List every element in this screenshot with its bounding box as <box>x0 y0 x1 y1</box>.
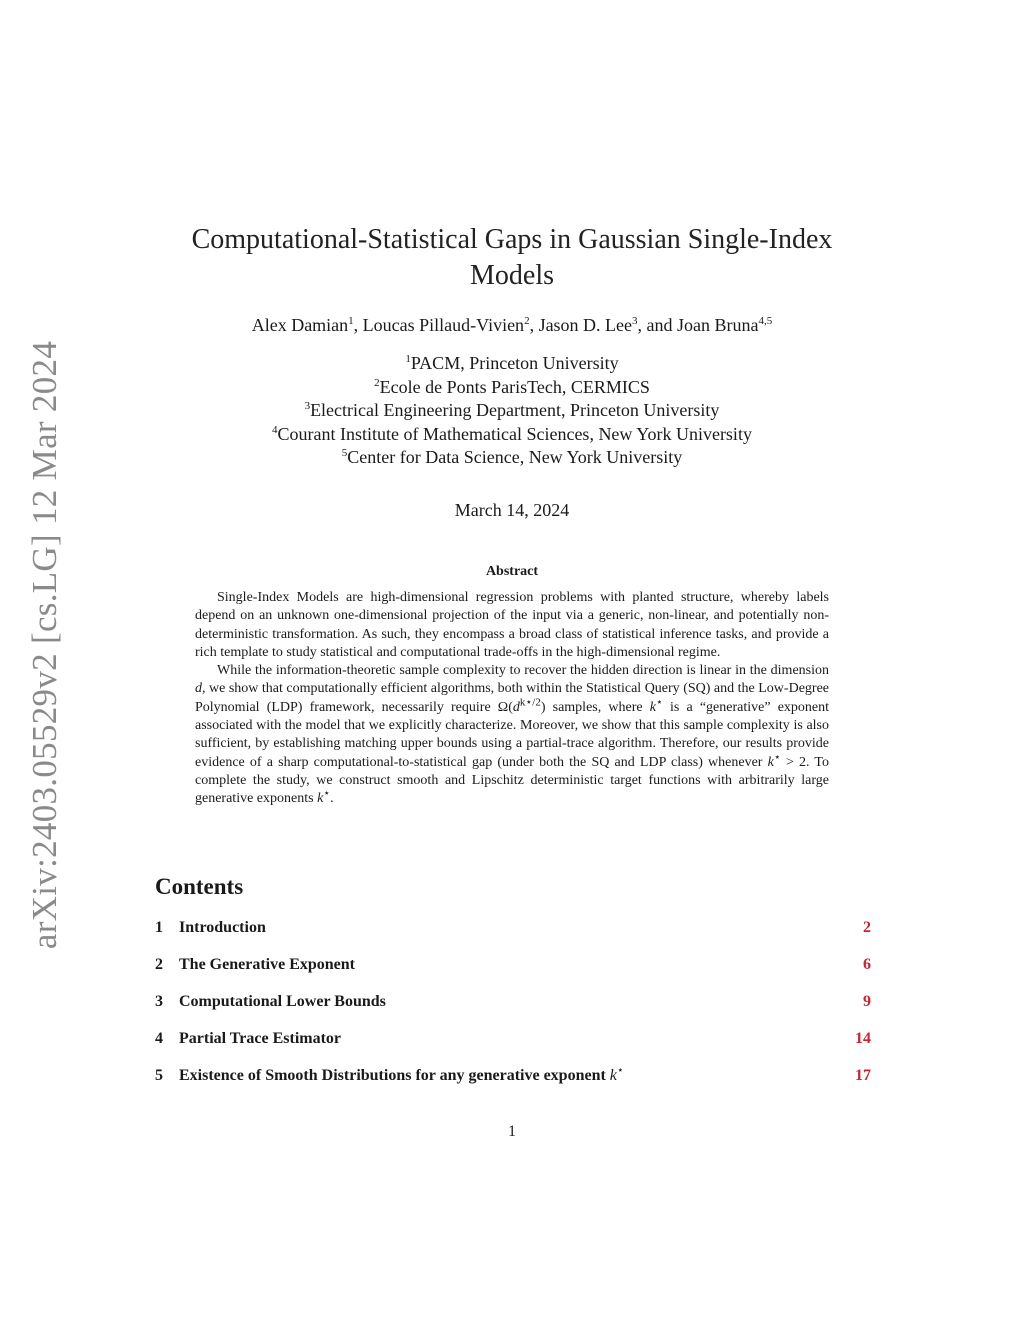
abstract-text: > 2. To complete the study, we construct smooth and Lipschitz deterministic target functions with arbitrarily large generative exponents <box>195 754 830 807</box>
toc-number: 5 <box>155 1067 163 1084</box>
author-list <box>0 313 1024 337</box>
math-star: ⋆ <box>773 751 781 764</box>
math-star: ⋆ <box>616 1064 624 1077</box>
abstract-text: . <box>330 791 334 807</box>
math-var: d <box>195 681 202 697</box>
abstract-text: ) samples, where <box>540 699 650 715</box>
affiliation-mark: 2 <box>374 376 380 389</box>
toc-page-link[interactable]: 14 <box>855 1030 871 1047</box>
toc-page-link[interactable]: 2 <box>863 919 871 936</box>
toc-page-link[interactable]: 17 <box>855 1067 871 1084</box>
toc-entry[interactable] <box>155 1027 871 1064</box>
author-affil-mark: 3 <box>632 315 638 327</box>
affiliation-list <box>0 352 1024 470</box>
affiliation-text: PACM, Princeton University <box>410 353 619 373</box>
toc-number: 4 <box>155 1030 163 1047</box>
toc-entry[interactable] <box>155 1064 871 1101</box>
math-var: k <box>609 1067 617 1084</box>
author-name: Alex Damian <box>251 315 349 335</box>
toc-entry[interactable] <box>155 990 871 1027</box>
abstract-text: While the information-theoretic sample complexity to recover the hidden direction is linear in the dimension <box>217 663 829 679</box>
affiliation <box>0 399 1024 423</box>
affiliation-mark: 1 <box>405 353 411 365</box>
publication-date: March 14, 2024 <box>454 500 570 520</box>
author-name: Loucas Pillaud-Vivien <box>362 315 525 335</box>
author-separator: , <box>353 315 363 335</box>
affiliation-text: Ecole de Ponts ParisTech, CERMICS <box>379 376 650 397</box>
affiliation-mark: 5 <box>341 447 348 459</box>
arxiv-identifier: arXiv:2403.05529v2 [cs.LG] 12 Mar 2024 <box>25 340 64 950</box>
math-var: k <box>649 699 656 715</box>
abstract-paragraph-1: Single-Index Models are high-dimensional regression problems with planted structure, whereby labels depend on an unknown one-dimensional projection of the input via a generic, non-linear, and potentially non-deterministic transformation. As such, they encompass a broad class of statistical inference tasks, and provide a rich template to study statistical and computational trade-offs in the high-dimensional regime. <box>195 590 829 660</box>
abstract-text: is a “generative” exponent associated with the model that we explicitly characterize. Moreover, we show that this sample complexity is also sufficient, by establishing matching upper bounds using a partial-trace algorithm. Therefore, our results provide evidence of a sharp computational-to-statistical gap (under both the SQ and LDP class) whenever <box>195 699 830 770</box>
contents-heading: Contents <box>155 874 244 899</box>
affiliation-mark: 4 <box>272 423 278 436</box>
toc-page-link[interactable]: 6 <box>863 956 871 973</box>
toc-title[interactable]: Partial Trace Estimator <box>179 1030 342 1047</box>
author-affil-mark: 2 <box>524 315 530 327</box>
affiliation-text: Electrical Engineering Department, Princeton University <box>310 400 720 420</box>
toc-number: 1 <box>155 919 163 936</box>
author-affil-mark: 1 <box>348 315 354 327</box>
author-separator: , <box>529 315 539 335</box>
title-line-1: Computational-Statistical Gaps in Gaussian Single-Index <box>191 224 833 255</box>
page-number: 1 <box>508 1123 516 1140</box>
table-of-contents <box>155 916 871 1101</box>
math-var: d <box>512 699 520 715</box>
toc-title[interactable]: Computational Lower Bounds <box>179 993 386 1010</box>
affiliation-text: Center for Data Science, New York University <box>347 447 683 467</box>
math-var: k <box>767 754 774 770</box>
toc-entry[interactable] <box>155 953 871 990</box>
toc-title[interactable]: Introduction <box>179 919 266 936</box>
abstract-paragraph-2 <box>195 662 829 808</box>
abstract-text: , we show that computationally efficient algorithms, both within the Statistical Query (SQ) and the Low-Degree Polynomial (LDP) framework, necessarily require Ω( <box>195 681 829 715</box>
toc-page-link[interactable]: 9 <box>863 993 871 1010</box>
math-var: k <box>317 791 324 807</box>
affiliation <box>0 376 1024 400</box>
affiliation <box>0 423 1024 447</box>
affiliation <box>0 446 1024 470</box>
abstract-body <box>195 589 829 809</box>
abstract-heading: Abstract <box>485 564 539 579</box>
affiliation-text: Courant Institute of Mathematical Sciences, New York University <box>277 423 752 444</box>
paper-title <box>0 222 1024 294</box>
toc-title[interactable]: The Generative Exponent <box>179 956 355 973</box>
affiliation-mark: 3 <box>304 400 311 412</box>
math-star: ⋆ <box>655 696 663 709</box>
author-name: Jason D. Lee <box>538 315 633 335</box>
affiliation <box>0 352 1024 376</box>
toc-title-text: Existence of Smooth Distributions for any generative exponent <box>179 1067 610 1084</box>
math-exponent: k⋆/2 <box>519 696 541 709</box>
toc-number: 3 <box>155 993 163 1010</box>
author-name: Joan Bruna <box>677 315 759 335</box>
toc-number: 2 <box>155 956 163 973</box>
title-line-2: Models <box>470 260 554 291</box>
toc-title[interactable] <box>179 1064 624 1088</box>
toc-entry[interactable] <box>155 916 871 953</box>
author-separator: , and <box>637 315 678 335</box>
author-affil-mark: 4,5 <box>758 315 773 327</box>
math-star: ⋆ <box>323 787 331 800</box>
